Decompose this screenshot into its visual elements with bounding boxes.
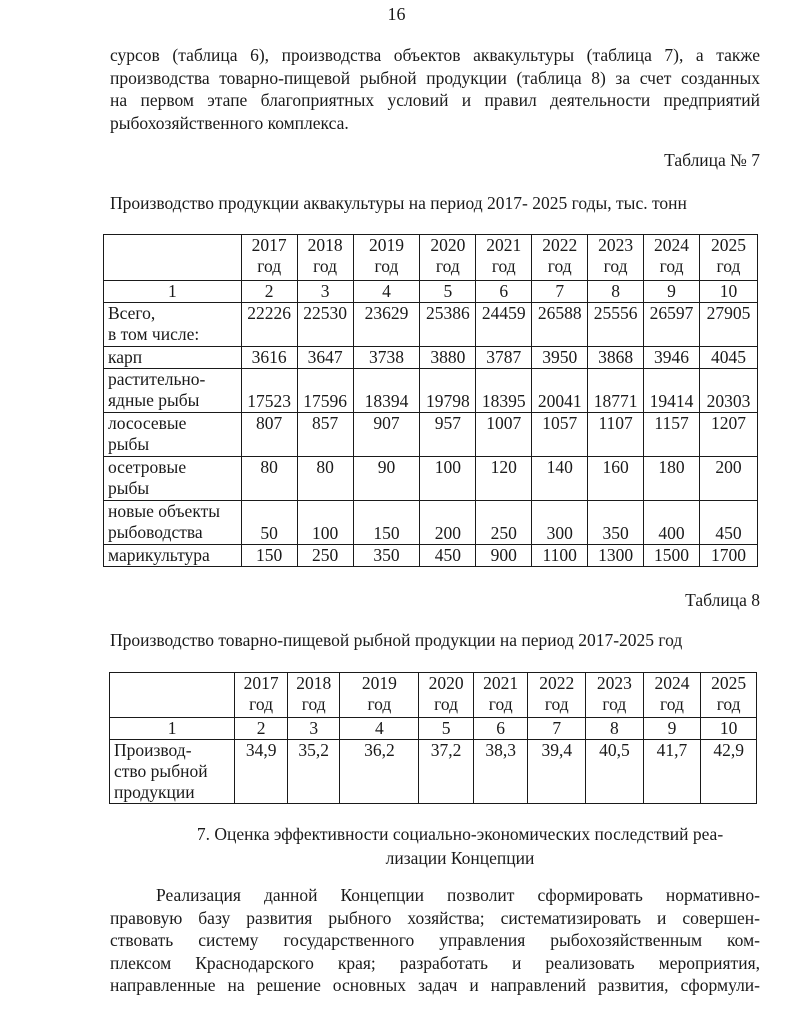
- index-cell: 10: [701, 718, 757, 740]
- value-cell: 400: [644, 501, 700, 545]
- year-suffix: год: [547, 256, 572, 276]
- value-cell: 36,2: [340, 740, 419, 804]
- header-corner-cell: [110, 673, 235, 718]
- table8-label: Таблица 8: [685, 590, 760, 610]
- value-cell: 1057: [532, 413, 588, 457]
- value-cell: 150: [241, 545, 297, 567]
- table-row: [104, 545, 758, 567]
- value-cell: 24459: [476, 303, 532, 347]
- index-cell: 2: [235, 718, 288, 740]
- table-row: [110, 740, 757, 804]
- year-label: 2017: [243, 673, 279, 693]
- index-cell: 8: [588, 281, 644, 303]
- value-cell: 19414: [644, 369, 700, 413]
- value-cell: 100: [420, 457, 476, 501]
- row-label-line: новые объекты: [108, 501, 220, 521]
- value-cell: 40,5: [586, 740, 644, 804]
- year-header-cell: [419, 673, 474, 718]
- value-cell: 34,9: [235, 740, 288, 804]
- row-label-cell: [104, 347, 242, 369]
- value-cell: 1500: [644, 545, 700, 567]
- value-cell: 42,9: [701, 740, 757, 804]
- year-suffix: год: [367, 694, 392, 714]
- year-label: 2021: [486, 235, 522, 255]
- index-cell: 9: [643, 718, 701, 740]
- value-cell: 3616: [241, 347, 297, 369]
- value-cell: 3868: [588, 347, 644, 369]
- year-label: 2024: [654, 673, 690, 693]
- index-cell: 3: [297, 281, 353, 303]
- value-cell: 35,2: [287, 740, 340, 804]
- index-cell: 10: [700, 281, 758, 303]
- value-cell: 957: [420, 413, 476, 457]
- value-cell: 1700: [700, 545, 758, 567]
- value-cell: 20303: [700, 369, 758, 413]
- value-cell: 1157: [644, 413, 700, 457]
- header-corner-cell: [104, 235, 242, 281]
- year-label: 2022: [542, 235, 578, 255]
- intro-line: сурсов (таблица 6), производства объектов аквакультуры (таблица 7), а также: [110, 45, 760, 65]
- year-label: 2023: [596, 673, 632, 693]
- index-cell: 4: [340, 718, 419, 740]
- value-cell: 26588: [532, 303, 588, 347]
- value-cell: 18395: [476, 369, 532, 413]
- year-header-cell: [528, 673, 586, 718]
- body-line: правовую базу развития рыбного хозяйства; систематизировать и совершен-: [110, 907, 760, 928]
- index-cell: 4: [353, 281, 420, 303]
- year-suffix: год: [434, 694, 459, 714]
- table-row: [104, 501, 758, 545]
- year-suffix: год: [716, 256, 741, 276]
- row-label-line: осетровые: [108, 457, 187, 477]
- year-label: 2024: [654, 235, 690, 255]
- value-cell: 200: [420, 501, 476, 545]
- index-cell: 5: [420, 281, 476, 303]
- body-paragraph: [110, 884, 760, 997]
- intro-paragraph: [110, 44, 760, 134]
- year-header-cell: [420, 235, 476, 281]
- value-cell: 27905: [700, 303, 758, 347]
- year-header-cell: [476, 235, 532, 281]
- value-cell: 450: [420, 545, 476, 567]
- table7-caption: Производство продукции аквакультуры на период 2017- 2025 годы, тыс. тонн: [110, 193, 687, 213]
- index-cell: 2: [241, 281, 297, 303]
- year-label: 2018: [307, 235, 343, 255]
- year-suffix: год: [257, 256, 282, 276]
- index-cell: 5: [419, 718, 474, 740]
- row-label-line: продукции: [114, 782, 195, 802]
- value-cell: 3787: [476, 347, 532, 369]
- year-header-cell: [473, 673, 528, 718]
- section-title-line: лизации Концепции: [385, 848, 535, 868]
- header-row: [104, 235, 758, 281]
- year-header-cell: [588, 235, 644, 281]
- year-header-cell: [643, 673, 701, 718]
- page-number: 16: [387, 4, 406, 24]
- value-cell: 807: [241, 413, 297, 457]
- body-line: Реализация данной Концепции позволит сформировать нормативно-: [156, 885, 760, 905]
- value-cell: 17523: [241, 369, 297, 413]
- row-label-line: ядные рыбы: [108, 390, 200, 410]
- value-cell: 250: [476, 501, 532, 545]
- row-label-cell: [104, 457, 242, 501]
- row-label-line: рыбы: [108, 434, 150, 454]
- value-cell: 150: [353, 501, 420, 545]
- year-suffix: год: [313, 256, 338, 276]
- year-label: 2020: [428, 673, 464, 693]
- row-label-cell: [104, 303, 242, 347]
- value-cell: 200: [700, 457, 758, 501]
- row-label-line: лососевые: [108, 413, 187, 433]
- index-cell: 3: [287, 718, 340, 740]
- value-cell: 3946: [644, 347, 700, 369]
- section-title-line: 7. Оценка эффективности социально-экономических последствий реа-: [196, 824, 724, 844]
- value-cell: 1107: [588, 413, 644, 457]
- year-label: 2017: [251, 235, 287, 255]
- year-header-cell: [701, 673, 757, 718]
- value-cell: 907: [353, 413, 420, 457]
- index-cell: 7: [528, 718, 586, 740]
- index-row: [110, 718, 757, 740]
- value-cell: 1300: [588, 545, 644, 567]
- value-cell: 250: [297, 545, 353, 567]
- value-cell: 17596: [297, 369, 353, 413]
- year-label: 2025: [711, 235, 746, 255]
- value-cell: 23629: [353, 303, 420, 347]
- intro-line: на первом этапе благоприятных условий и правил деятельности предприятий: [110, 90, 760, 110]
- year-header-cell: [586, 673, 644, 718]
- table-row: [104, 369, 758, 413]
- index-cell: 8: [586, 718, 644, 740]
- year-suffix: год: [603, 256, 628, 276]
- row-label-cell: [104, 501, 242, 545]
- index-cell: 6: [473, 718, 528, 740]
- value-cell: 1207: [700, 413, 758, 457]
- value-cell: 37,2: [419, 740, 474, 804]
- value-cell: 41,7: [643, 740, 701, 804]
- value-cell: 900: [476, 545, 532, 567]
- year-label: 2021: [483, 673, 519, 693]
- value-cell: 120: [476, 457, 532, 501]
- row-label-line: Производ-: [114, 740, 192, 760]
- row-label-line: растительно-: [108, 369, 206, 389]
- year-suffix: год: [435, 256, 460, 276]
- table8-caption: Производство товарно-пищевой рыбной продукции на период 2017-2025 год: [110, 630, 683, 650]
- value-cell: 20041: [532, 369, 588, 413]
- row-label-line: ство рыбной: [114, 761, 208, 781]
- year-suffix: год: [716, 694, 741, 714]
- row-label-cell: [104, 413, 242, 457]
- table7: [103, 234, 758, 567]
- value-cell: 450: [700, 501, 758, 545]
- table8: [109, 672, 757, 804]
- row-label-line: карп: [108, 347, 143, 367]
- value-cell: 80: [297, 457, 353, 501]
- row-label-line: марикультура: [108, 545, 210, 565]
- table-row: [104, 413, 758, 457]
- value-cell: 19798: [420, 369, 476, 413]
- value-cell: 4045: [700, 347, 758, 369]
- value-cell: 100: [297, 501, 353, 545]
- year-header-cell: [297, 235, 353, 281]
- value-cell: 22226: [241, 303, 297, 347]
- row-label-line: рыбы: [108, 478, 150, 498]
- value-cell: 350: [353, 545, 420, 567]
- year-suffix: год: [249, 694, 274, 714]
- year-header-cell: [340, 673, 419, 718]
- intro-line: рыбохозяйственного комплекса.: [110, 112, 349, 133]
- year-label: 2022: [539, 673, 575, 693]
- year-header-cell: [235, 673, 288, 718]
- value-cell: 1007: [476, 413, 532, 457]
- year-label: 2019: [361, 673, 397, 693]
- index-row: [104, 281, 758, 303]
- year-header-cell: [353, 235, 420, 281]
- year-label: 2023: [598, 235, 634, 255]
- value-cell: 3738: [353, 347, 420, 369]
- value-cell: 25556: [588, 303, 644, 347]
- value-cell: 3950: [532, 347, 588, 369]
- row-label-line: в том числе:: [108, 324, 200, 344]
- year-suffix: год: [660, 694, 684, 714]
- year-header-cell: [644, 235, 700, 281]
- year-suffix: год: [491, 256, 516, 276]
- value-cell: 350: [588, 501, 644, 545]
- body-line: ствовать систему государственного управления рыбохозяйственным ком-: [110, 930, 760, 950]
- row-label-cell: [104, 369, 242, 413]
- table-row: [104, 303, 758, 347]
- index-cell: 9: [644, 281, 700, 303]
- year-label: 2018: [296, 673, 332, 693]
- header-row: [110, 673, 757, 718]
- value-cell: 22530: [297, 303, 353, 347]
- value-cell: 39,4: [528, 740, 586, 804]
- value-cell: 857: [297, 413, 353, 457]
- body-line: плексом Краснодарского края; разработать и реализовать мероприятия,: [110, 952, 760, 973]
- table-row: [104, 347, 758, 369]
- table7-label: Таблица № 7: [664, 150, 760, 170]
- year-header-cell: [241, 235, 297, 281]
- table-row: [104, 457, 758, 501]
- index-cell: 1: [110, 718, 235, 740]
- section-title: [160, 822, 760, 870]
- year-suffix: год: [659, 256, 684, 276]
- value-cell: 3880: [420, 347, 476, 369]
- value-cell: 180: [644, 457, 700, 501]
- value-cell: 3647: [297, 347, 353, 369]
- value-cell: 1100: [532, 545, 588, 567]
- year-header-cell: [287, 673, 340, 718]
- value-cell: 38,3: [473, 740, 528, 804]
- value-cell: 18771: [588, 369, 644, 413]
- year-suffix: год: [544, 694, 569, 714]
- row-label-cell: [104, 545, 242, 567]
- body-line: направленные на решение основных задач и направлений развития, сформули-: [110, 975, 760, 995]
- value-cell: 26597: [644, 303, 700, 347]
- year-header-cell: [700, 235, 758, 281]
- index-cell: 1: [104, 281, 242, 303]
- value-cell: 50: [241, 501, 297, 545]
- year-label: 2019: [368, 235, 404, 255]
- year-header-cell: [532, 235, 588, 281]
- intro-line: производства товарно-пищевой рыбной продукции (таблица 8) за счет созданных: [110, 67, 760, 88]
- value-cell: 160: [588, 457, 644, 501]
- row-label-line: Всего,: [108, 303, 156, 323]
- row-label-cell: [110, 740, 235, 804]
- value-cell: 80: [241, 457, 297, 501]
- year-suffix: год: [301, 694, 326, 714]
- year-label: 2025: [711, 673, 747, 693]
- year-label: 2020: [430, 235, 466, 255]
- row-label-line: рыбоводства: [108, 522, 203, 542]
- year-suffix: год: [602, 694, 627, 714]
- value-cell: 18394: [353, 369, 420, 413]
- value-cell: 90: [353, 457, 420, 501]
- year-suffix: год: [488, 694, 513, 714]
- value-cell: 140: [532, 457, 588, 501]
- value-cell: 300: [532, 501, 588, 545]
- year-suffix: год: [374, 256, 399, 276]
- index-cell: 6: [476, 281, 532, 303]
- value-cell: 25386: [420, 303, 476, 347]
- index-cell: 7: [532, 281, 588, 303]
